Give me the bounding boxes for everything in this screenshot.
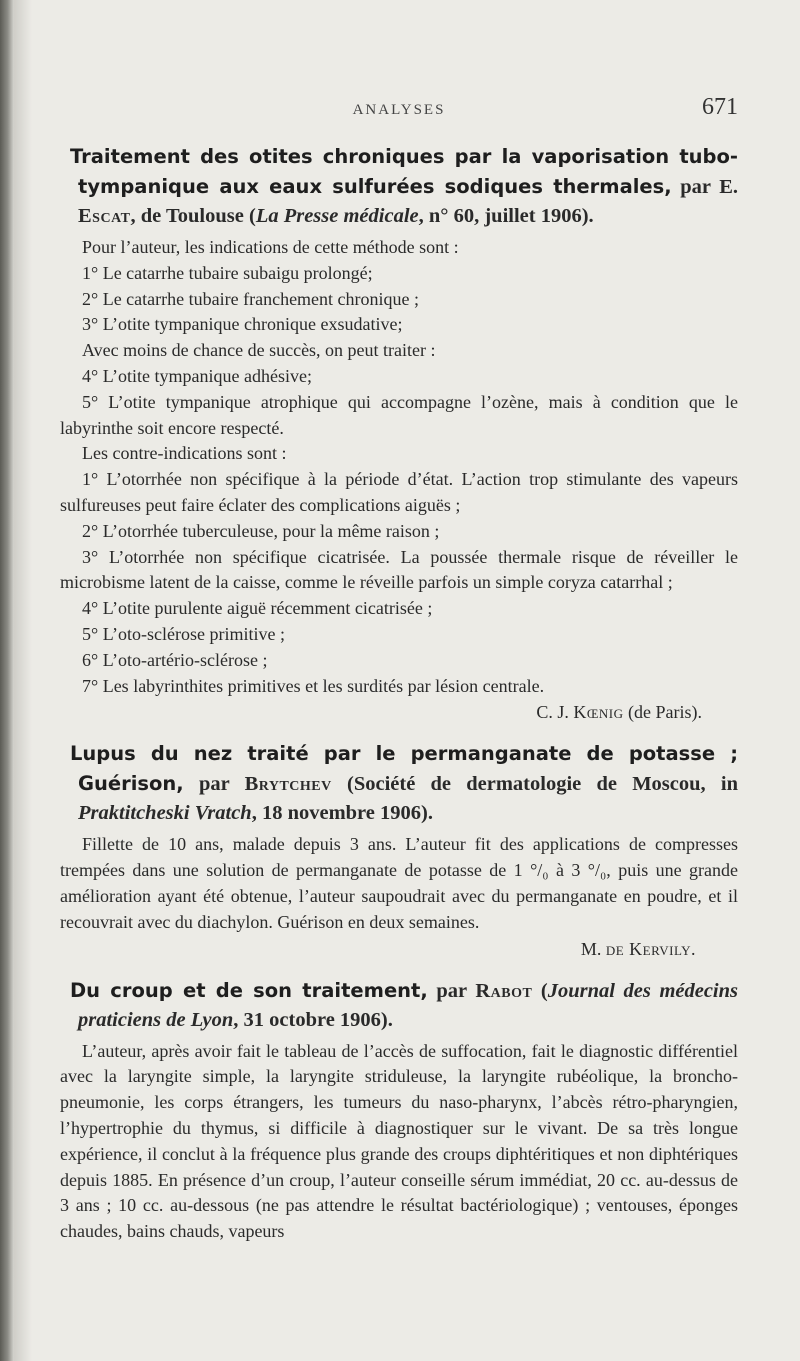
article-otites: [60, 142, 738, 725]
journal-name: Journal des médecins praticiens de Lyon: [78, 979, 739, 1031]
signature-initials: C. J.: [536, 702, 574, 723]
contre-indication-item: 5° L’oto-sclérose primitive ;: [82, 623, 285, 644]
indication-item: 5° L’otite tympanique atrophique qui accompagne l’ozène, mais à condition que le labyrinthe soit encore respecté.: [60, 391, 738, 438]
article-title: [60, 976, 738, 1035]
title-rest: , de Toulouse (: [130, 205, 256, 227]
signature: [60, 699, 738, 725]
title-end: , 18 novembre 1906).: [251, 802, 433, 825]
contre-indication-item: 7° Les labyrinthites primitives et les surdités par lésion centrale.: [82, 675, 545, 696]
signature: [60, 936, 738, 962]
indication-item: 1° Le catarrhe tubaire subaigu prolongé;: [82, 262, 373, 283]
author-name: Brytchev: [244, 773, 332, 796]
author-name: Escat: [78, 205, 131, 227]
journal-page: [60, 92, 738, 1245]
signature-initials: M.: [580, 938, 606, 959]
indication-item: 3° L’otite tympanique chronique exsudative;: [82, 314, 403, 335]
title-bold: Traitement des otites chroniques par la vaporisation tubo-tympanique aux eaux sulfurées sodiques thermales,: [70, 145, 738, 198]
journal-name: Praktitcheski Vratch: [78, 802, 252, 825]
title-bold: Lupus du nez traité par le permanganate de potasse ; Guérison,: [70, 742, 738, 796]
title-end: , 31 octobre 1906).: [233, 1008, 393, 1031]
title-by: par E.: [671, 176, 738, 198]
contre-indication-item: 4° L’otite purulente aiguë récemment cicatrisée ;: [82, 598, 433, 619]
title-rest: (: [532, 979, 548, 1002]
contre-indication-item: 6° L’oto-artério-sclérose ;: [82, 649, 268, 670]
journal-name: La Presse médicale: [255, 205, 419, 227]
title-end: , n° 60, juillet 1906).: [418, 205, 594, 227]
article-title: [60, 739, 738, 828]
paragraph-body: Fillette de 10 ans, malade depuis 3 ans. L’auteur fit des applications de compresses trempées dans une solution de permanganate de potasse de 1 °/₀ à 3 °/₀, puis une grande amélioration ayant été obtenue, l’auteur saupoudrait avec du permanganate en poudre, et il recouvrait avec du diachylon. Guérison en deux semaines.: [60, 834, 738, 932]
scan-binding-edge: [0, 0, 14, 1361]
title-rest: (Société de dermatologie de Moscou, in: [331, 773, 738, 796]
signature-de: de: [605, 938, 625, 959]
title-by: par: [427, 979, 476, 1002]
title-by: par: [183, 773, 245, 796]
contre-indication-item: 1° L’otorrhée non spécifique à la période d’état. L’action trop stimulante des vapeurs sulfureuses peut faire éclater des complications aiguës ;: [60, 469, 738, 515]
contre-indication-item: 2° L’otorrhée tuberculeuse, pour la même raison ;: [82, 520, 440, 541]
paragraph-moins: Avec moins de chance de succès, on peut traiter :: [82, 340, 436, 361]
article-croup: [60, 976, 738, 1245]
article-lupus: [60, 739, 738, 961]
signature-name: Kœnig: [573, 702, 624, 723]
article-title: [60, 142, 738, 231]
signature-name: Kervily.: [624, 938, 696, 959]
scan-page-shadow: [14, 0, 32, 1361]
paragraph-body: L’auteur, après avoir fait le tableau de l’accès de suffocation, fait le diagnostic différentiel avec la laryngite simple, la laryngite striduleuse, la laryngite rubéolique, la broncho-pneumonie, les corps étrangers, les tumeurs du naso-pharynx, l’abcès rétro-pharyngien, l’hypertrophie du thymus, si difficile à diagnostiquer sur le vivant. De sa très longue expérience, il conclut à la fréquence plus grande des croups diphtéritiques et non diphtériques depuis 1885. En présence d’un croup, l’auteur conseille sérum immédiat, 20 cc. au-dessus de 3 ans ; 10 cc. au-dessous (ne pas attendre le résultat bactériologique) ; ventouses, éponges chaudes, bains chauds, vapeurs: [60, 1040, 738, 1242]
indication-item: 4° L’otite tympanique adhésive;: [82, 365, 312, 386]
author-name: Rabot: [475, 979, 533, 1002]
title-bold: Du croup et de son traitement,: [70, 978, 428, 1002]
contre-indication-item: 3° L’otorrhée non spécifique cicatrisée. La poussée thermale risque de réveiller le microbisme latent de la caisse, comme le réveille parfois un simple coryza catarrhal ;: [60, 546, 738, 593]
running-title: ANALYSES: [352, 102, 446, 118]
page-number: 671: [702, 94, 738, 120]
page-header: [60, 92, 738, 128]
indication-item: 2° Le catarrhe tubaire franchement chronique ;: [82, 288, 420, 309]
signature-place: (de Paris).: [623, 702, 702, 723]
paragraph-contre: Les contre-indications sont :: [82, 443, 287, 464]
paragraph-intro: Pour l’auteur, les indications de cette méthode sont :: [82, 237, 459, 257]
